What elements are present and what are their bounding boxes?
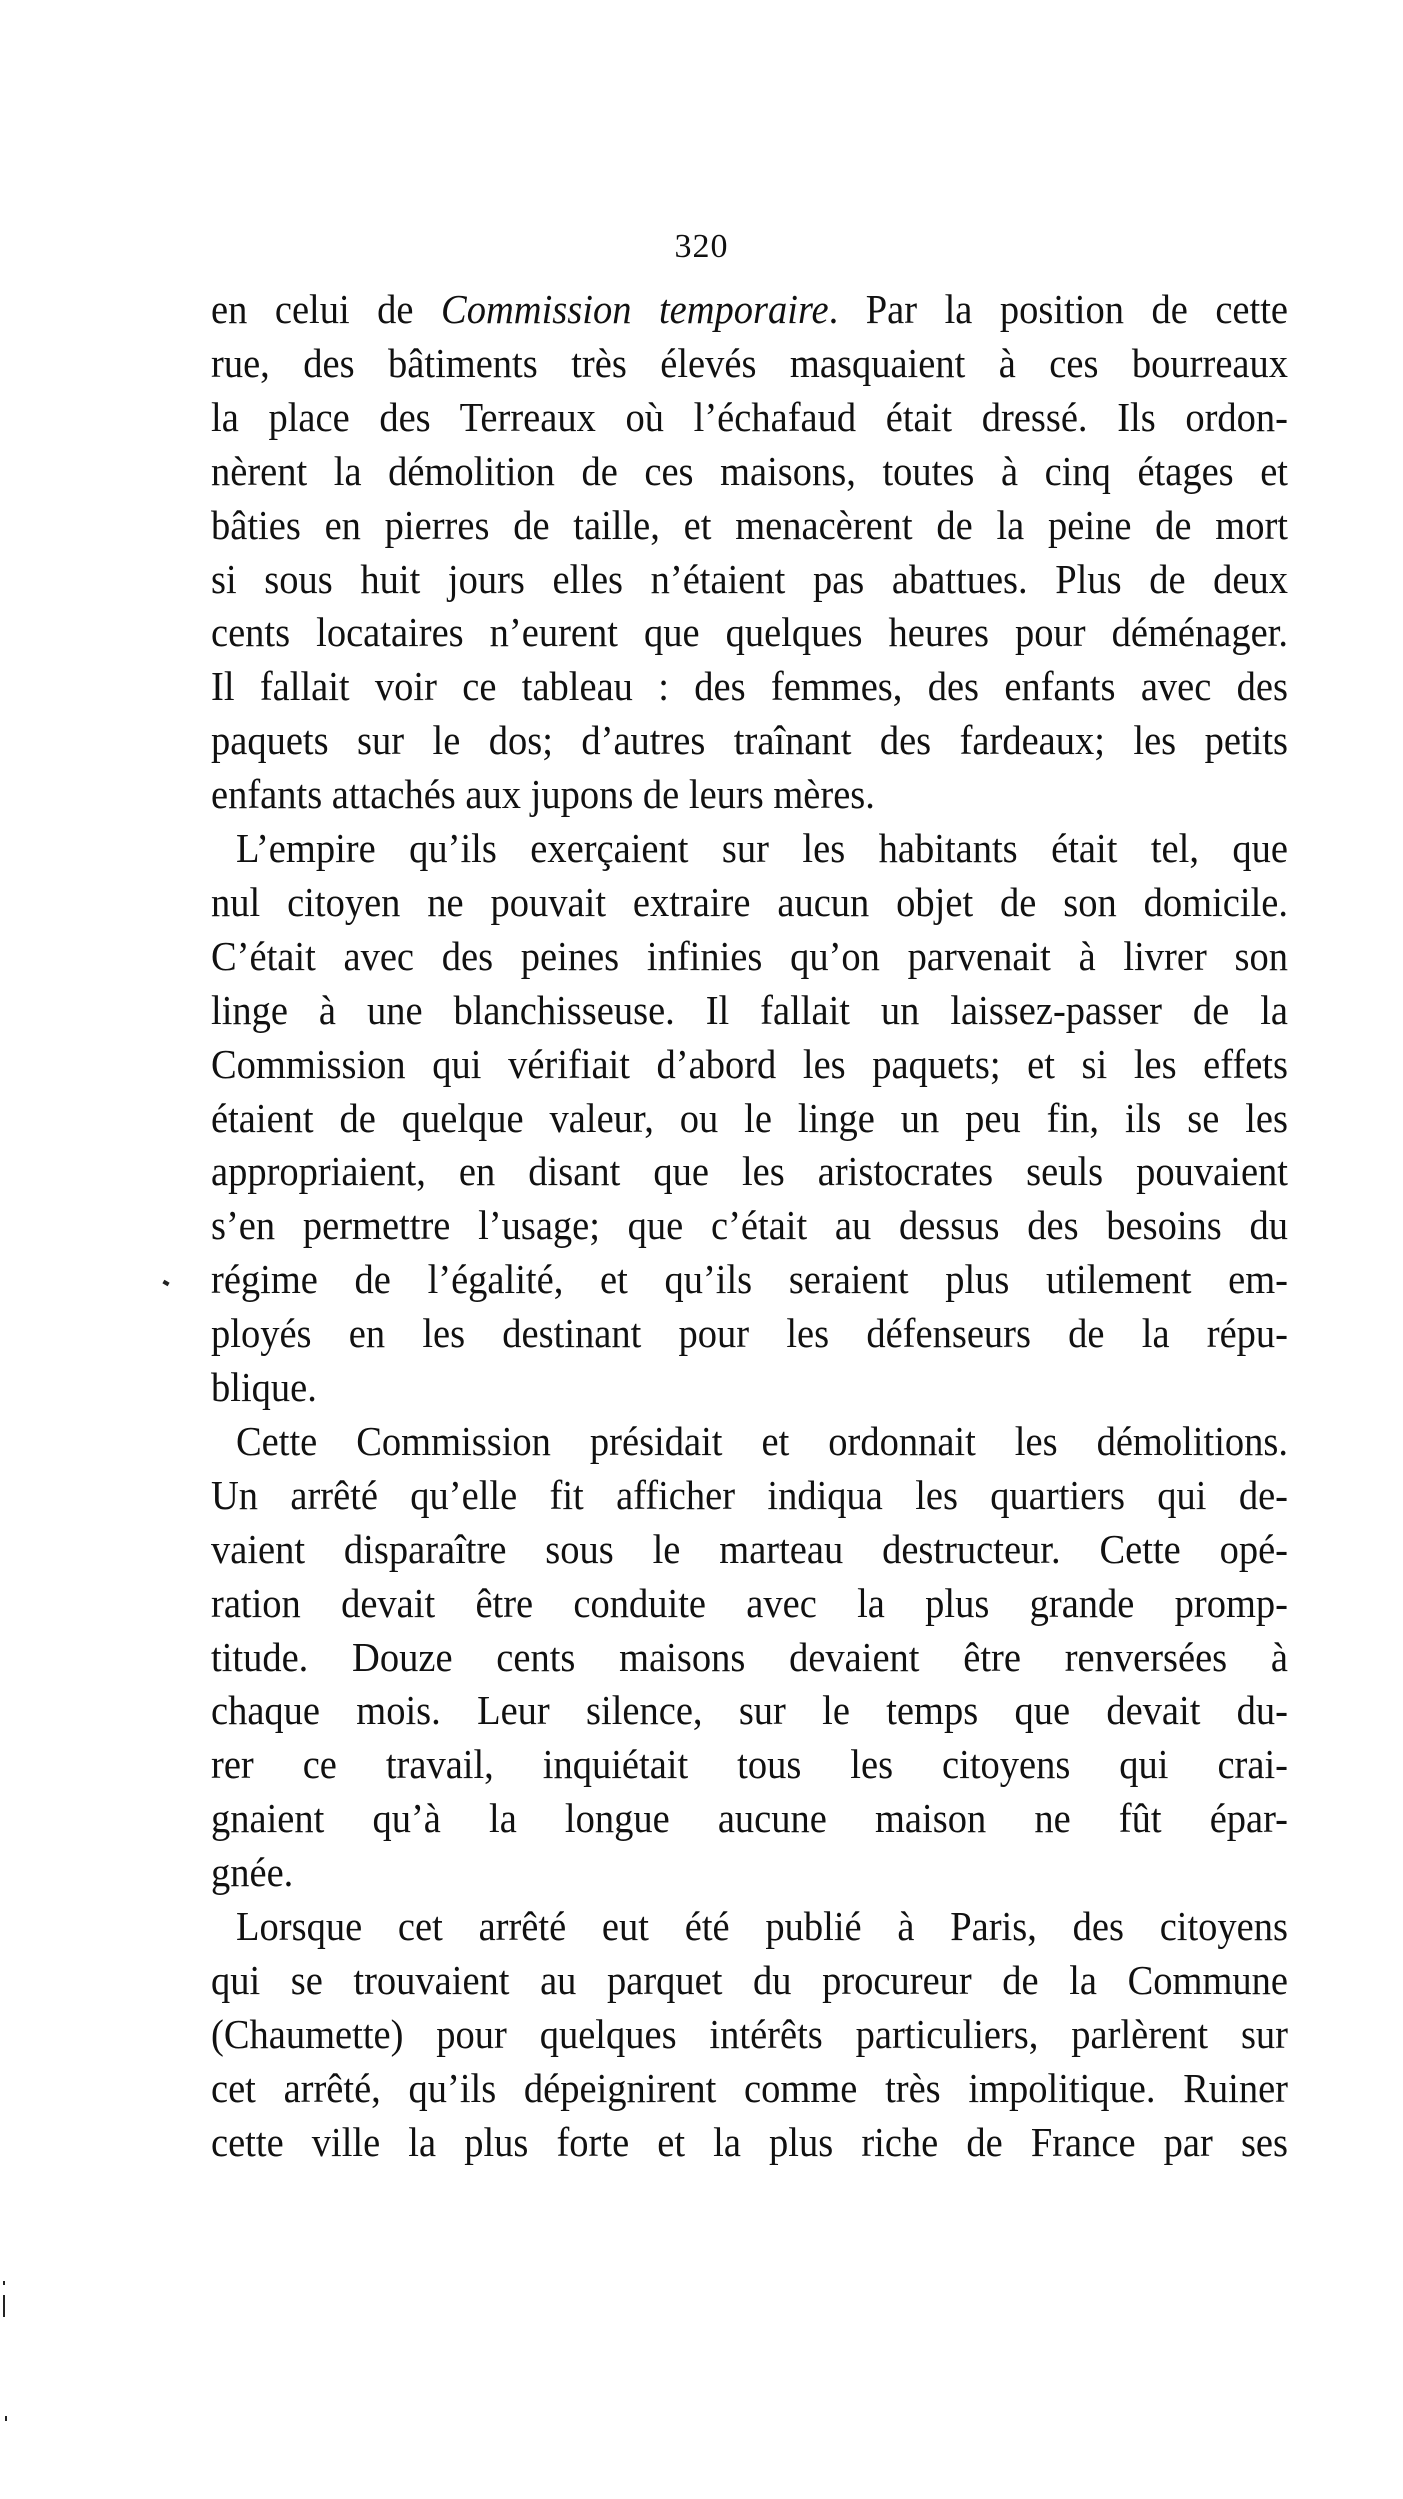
text-line (236, 1413, 1288, 1471)
text-line (211, 550, 1288, 608)
text-run: paquets sur le dos; d’autres traînant des fardeaux; les petits (211, 718, 1288, 764)
text-run: Il fallait voir ce tableau : des femmes, des enfants avec des (211, 664, 1288, 710)
text-run: bâties en pierres de taille, et menacèrent de la peine de mort (211, 502, 1288, 549)
margin-mark (162, 1280, 169, 1286)
text-run: qui se trouvaient au parquet du procureur de la Commune (211, 1958, 1288, 2004)
text-run: ration devait être conduite avec la plus grande promp- (211, 1580, 1288, 1627)
text-run: s’en permettre l’usage; que c’était au dessus des besoins du (211, 1203, 1288, 1249)
text-line (211, 1359, 1288, 1417)
text-line (211, 1520, 1288, 1578)
text-run: Cette Commission présidait et ordonnait les démolitions. (236, 1419, 1288, 1465)
text-line (211, 2005, 1288, 2063)
text-run: en celui de (211, 287, 442, 333)
text-run: Commission qui vérifiait d’abord les paquets; et si les effets (211, 1041, 1288, 1088)
text-line (211, 1305, 1288, 1363)
text-line (211, 1574, 1288, 1632)
scan-artifact (3, 2295, 5, 2317)
text-run: cette ville la plus forte et la plus riche de France par ses (211, 2119, 1288, 2166)
text-line (211, 604, 1288, 662)
text-line (211, 1628, 1288, 1686)
text-run: la place des Terreaux où l’échafaud était dressé. Ils ordon- (211, 394, 1288, 441)
text-line (236, 820, 1288, 878)
text-run: rue, des bâtiments très élevés masquaient à ces bourreaux (211, 341, 1288, 387)
text-line (211, 2059, 1288, 2117)
text-line (211, 1143, 1288, 1201)
text-run: nèrent la démolition de ces maisons, toutes à cinq étages et (211, 448, 1288, 495)
text-line (211, 442, 1288, 500)
text-run: gnaient qu’à la longue aucune maison ne fût épar- (211, 1796, 1288, 1842)
text-line (211, 335, 1288, 393)
text-run: vaient disparaître sous le marteau destructeur. Cette opé- (211, 1526, 1288, 1573)
text-run: étaient de quelque valeur, ou le linge un peu fin, ils se les (211, 1095, 1288, 1142)
text-line (236, 1898, 1288, 1956)
text-run: si sous huit jours elles n’étaient pas abattues. Plus de deux (211, 556, 1288, 603)
text-run: cet arrêté, qu’ils dépeignirent comme très impolitique. Ruiner (211, 2065, 1288, 2112)
scan-artifact (5, 2416, 7, 2421)
text-line (211, 1790, 1288, 1848)
text-line (211, 1952, 1288, 2010)
text-line (211, 1466, 1288, 1524)
text-run: Un arrêté qu’elle fit afficher indiqua les quartiers qui de- (211, 1472, 1288, 1519)
text-line (211, 2113, 1288, 2171)
text-line (211, 1035, 1288, 1093)
text-run: titude. Douze cents maisons devaient être renversées à (211, 1634, 1288, 1681)
text-run: cents locataires n’eurent que quelques heures pour déménager. (211, 610, 1288, 656)
text-run: Lorsque cet arrêté eut été publié à Paris, des citoyens (236, 1904, 1288, 1950)
text-line (211, 1089, 1288, 1147)
text-line (211, 927, 1288, 985)
text-line (211, 1682, 1288, 1740)
text-run: L’empire qu’ils exerçaient sur les habitants était tel, que (236, 826, 1288, 872)
text-line (211, 496, 1288, 554)
text-run: régime de l’égalité, et qu’ils seraient plus utilement em- (211, 1257, 1288, 1303)
text-line (211, 874, 1288, 932)
text-run: enfants attachés aux jupons de leurs mères. (211, 772, 875, 818)
text-line (211, 981, 1288, 1039)
text-line (211, 1736, 1288, 1794)
text-run: ployés en les destinant pour les défenseurs de la répu- (211, 1311, 1288, 1357)
text-run: nul citoyen ne pouvait extraire aucun objet de son domicile. (211, 880, 1288, 926)
italic-text-run: Commission temporaire (441, 287, 829, 333)
text-run: . Par la position de cette (828, 287, 1288, 333)
text-run: chaque mois. Leur silence, sur le temps que devait du- (211, 1688, 1288, 1734)
text-run: (Chaumette) pour quelques intérêts particuliers, parlèrent sur (211, 2011, 1288, 2058)
scan-artifact (3, 2281, 5, 2285)
text-run: gnée. (211, 1850, 294, 1896)
text-line (211, 1844, 1288, 1902)
text-run: C’était avec des peines infinies qu’on parvenait à livrer son (211, 933, 1288, 980)
text-line (211, 388, 1288, 446)
text-line (211, 712, 1288, 770)
text-line (211, 281, 1288, 339)
text-line (211, 766, 1288, 824)
text-line (211, 658, 1288, 716)
page-number: 320 (674, 228, 729, 265)
text-run: rer ce travail, inquiétait tous les citoyens qui crai- (211, 1742, 1288, 1788)
text-run: appropriaient, en disant que les aristocrates seuls pouvaient (211, 1149, 1288, 1195)
text-run: linge à une blanchisseuse. Il fallait un laissez-passer de la (211, 987, 1288, 1034)
text-line (211, 1197, 1288, 1255)
text-line (211, 1251, 1288, 1309)
text-run: blique. (211, 1365, 317, 1411)
